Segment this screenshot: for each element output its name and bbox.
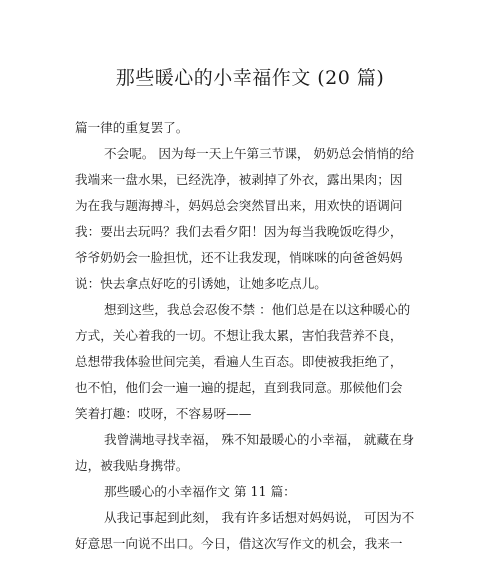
text-line-15: 那些暖心的小幸福作文 第 11 篇：	[104, 484, 296, 499]
text-line-17: 好意思一向说不出口。今日，借这次写作文的机会，我来一	[75, 536, 403, 551]
text-line-14: 边，被我贴身携带。	[75, 458, 189, 473]
text-line-3: 我端来一盘水果，已经洗净，被剥掉了外衣，露出果肉；因	[75, 172, 403, 187]
text-line-16: 从我记事起到此刻， 我有许多话想对妈妈说， 可因为不	[104, 510, 415, 525]
text-line-6: 爷爷奶奶会一脸担忧，还不让我发现，悄咪咪的向爸爸妈妈	[75, 250, 403, 265]
text-line-4: 为在我与题海搏斗，妈妈总会突然冒出来，用欢快的语调问	[75, 198, 403, 213]
text-line-7: 说：快去拿点好吃的引诱她，让她多吃点儿。	[75, 276, 327, 291]
text-line-5: 我：要出去玩吗？我们去看夕阳！因为每当我晚饭吃得少，	[75, 224, 403, 239]
text-line-11: 也不怕，他们会一遍一遍的提起，直到我同意。那候他们会	[75, 380, 403, 395]
text-line-9: 方式，关心着我的一切。不想让我太累，害怕我营养不良，	[75, 328, 403, 343]
document-title: 那些暖心的小幸福作文 (20 篇)	[115, 67, 385, 89]
text-line-2: 不会呢。 因为每一天上午第三节课， 奶奶总会悄悄的给	[104, 146, 415, 161]
text-line-12: 笑着打趣：哎呀，不容易呀——	[75, 406, 252, 421]
text-line-10: 总想带我体验世间完美，看遍人生百态。即使被我拒绝了，	[75, 354, 403, 369]
text-line-13: 我曾满地寻找幸福， 殊不知最暖心的小幸福， 就藏在身	[104, 432, 415, 447]
text-line-8: 想到这些，我总会忍俊不禁 ：他们总是在以这种暖心的	[104, 302, 411, 317]
text-line-1: 篇一律的重复罢了。	[75, 120, 189, 135]
